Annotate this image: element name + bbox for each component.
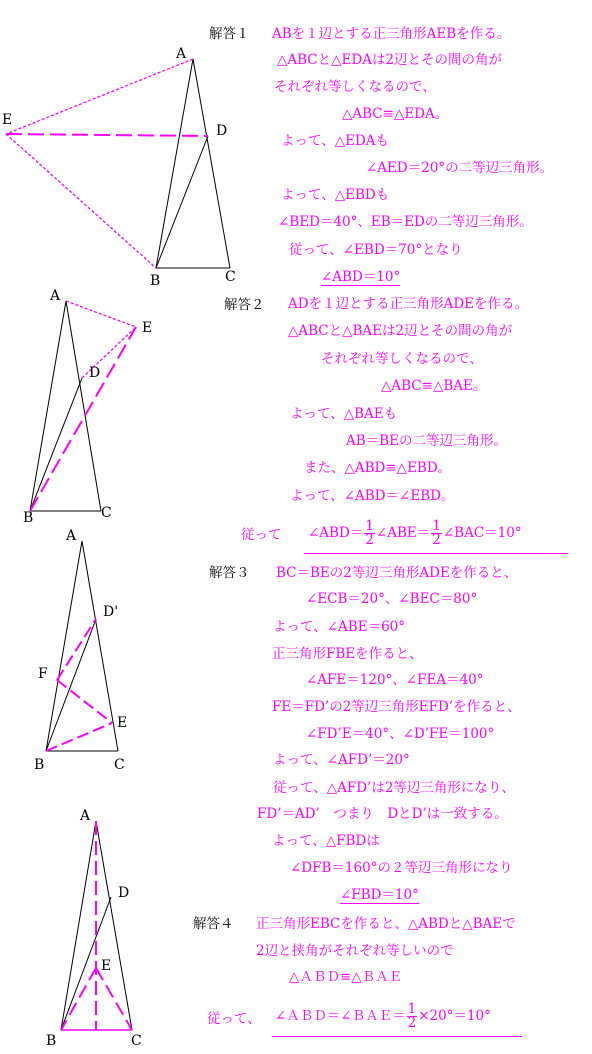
solution-4-heading: 解答４ bbox=[193, 916, 234, 932]
figure-4 bbox=[0, 800, 200, 1054]
segment-ab bbox=[61, 821, 96, 1030]
segment-ac bbox=[82, 541, 118, 751]
solution-4-conclusion bbox=[275, 997, 491, 1035]
conclusion-part: ∠ABD＝ bbox=[308, 525, 364, 541]
solution-1-line: △ABCと△EDAは2辺とその間の角が bbox=[277, 52, 503, 68]
label-e: E bbox=[142, 320, 153, 336]
solution-2-line: AB＝BEの二等辺三角形。 bbox=[346, 433, 507, 449]
segment-ab bbox=[156, 59, 193, 268]
label-b: B bbox=[46, 1033, 57, 1049]
solution-1-heading: 解答１ bbox=[209, 26, 250, 42]
solution-2-line: また、△ABD≡△EBD。 bbox=[304, 460, 452, 476]
solution-3-line: よって、∠AFD’＝20° bbox=[273, 752, 410, 768]
label-c: C bbox=[114, 757, 125, 773]
solution-1-line: ∠BED＝40°、EB＝EDの二等辺三角形。 bbox=[278, 214, 533, 230]
solution-3-line: FD’＝AD’ つまり DとD’は一致する。 bbox=[257, 806, 508, 822]
solution-2-line: それぞれ等しくなるので、 bbox=[321, 351, 483, 367]
solution-1-line: それぞれ等しくなるので、 bbox=[274, 79, 436, 95]
label-a: A bbox=[50, 288, 61, 304]
solution-3-line: よって、△FBDは bbox=[272, 833, 380, 849]
conclusion-part: ∠ABE＝ bbox=[375, 525, 431, 541]
solution-2-line: △ABC≡△BAE。 bbox=[381, 378, 487, 394]
conclusion-part: ∠BAC＝10° bbox=[442, 525, 522, 541]
solution-1-answer: ∠ABD＝10° bbox=[321, 269, 401, 285]
solution-3-line: BC＝BEの2等辺三角形ADEを作ると、 bbox=[276, 565, 518, 581]
fraction-denominator: 2 bbox=[407, 1014, 417, 1031]
fraction-numerator: 1 bbox=[365, 517, 374, 534]
figure-2 bbox=[0, 285, 200, 525]
fraction-numerator: 1 bbox=[432, 517, 441, 534]
label-c: C bbox=[101, 505, 112, 521]
solution-1-line: よって、△EDAも bbox=[281, 133, 390, 149]
label-b: B bbox=[34, 757, 45, 773]
segment-ae bbox=[6, 59, 193, 134]
solution-2-conclusion-prefix: 従って bbox=[241, 527, 282, 543]
fraction-half bbox=[431, 517, 442, 548]
solution-3-line: ∠ECB＝20°、∠BEC＝80° bbox=[306, 591, 478, 607]
solution-4-conclusion-underline bbox=[272, 1036, 522, 1037]
label-b: B bbox=[23, 510, 34, 526]
fraction-half bbox=[407, 1000, 418, 1031]
segment-bd bbox=[46, 619, 96, 751]
solution-3-line: 正三角形FBEを作ると、 bbox=[272, 646, 423, 662]
solution-1-line: ABを１辺とする正三角形AEBを作る。 bbox=[272, 26, 511, 42]
solution-2-line: よって、△BAEも bbox=[290, 406, 398, 422]
figure-3 bbox=[0, 525, 200, 785]
label-e: E bbox=[117, 715, 128, 731]
solution-1-line: △ABC≡△EDA。 bbox=[342, 106, 449, 122]
label-d: D bbox=[118, 885, 130, 901]
solution-3-line: よって、∠ABE＝60° bbox=[273, 619, 405, 635]
label-c: C bbox=[131, 1033, 142, 1049]
solution-4-conclusion-prefix: 従って、 bbox=[207, 1011, 261, 1027]
label-d: D bbox=[89, 365, 101, 381]
label-c: C bbox=[225, 269, 236, 285]
solution-3-line: ∠AFE＝120°、∠FEA＝40° bbox=[306, 672, 484, 688]
solution-3-line: ∠FD’E＝40°、∠D’FE＝100° bbox=[306, 726, 495, 742]
solution-4-line: △ＡＢＤ≡△ＢＡＥ bbox=[289, 969, 403, 985]
figure-1 bbox=[0, 0, 260, 290]
label-d-prime: D' bbox=[103, 604, 119, 620]
solution-2-conclusion bbox=[308, 514, 522, 552]
solution-3-answer: ∠FBD＝10° bbox=[340, 887, 419, 903]
fraction-numerator: 1 bbox=[407, 1000, 417, 1017]
conclusion-part: ×20°＝10° bbox=[418, 1008, 491, 1024]
label-a: A bbox=[80, 808, 91, 824]
segment-be bbox=[46, 723, 112, 751]
solution-2-heading: 解答２ bbox=[224, 297, 265, 313]
solution-4-line: 正三角形EBCを作ると、△ABDと△BAEで bbox=[256, 916, 516, 932]
segment-ae bbox=[66, 301, 136, 327]
label-e: E bbox=[2, 112, 13, 128]
segment-eb bbox=[6, 134, 156, 268]
segment-bd bbox=[30, 378, 82, 511]
solution-1-line: ∠AED＝20°の二等辺三角形。 bbox=[366, 160, 554, 176]
label-a: A bbox=[66, 528, 77, 544]
solution-2-line: △ABCと△BAEは2辺とその間の角が bbox=[288, 323, 513, 339]
label-d: D bbox=[216, 123, 228, 139]
conclusion-part: ∠ＡＢＤ＝∠ＢＡＥ＝ bbox=[275, 1008, 406, 1024]
segment-ab bbox=[46, 541, 82, 751]
solution-3-line: ∠DFB＝160°の２等辺三角形になり bbox=[290, 860, 513, 876]
segment-ac bbox=[193, 59, 230, 268]
fraction-denominator: 2 bbox=[432, 531, 441, 548]
solution-2-line: ADを１辺とする正三角形ADEを作る。 bbox=[288, 296, 529, 312]
segment-ed bbox=[6, 134, 208, 136]
solution-2-conclusion-underline bbox=[304, 553, 568, 554]
solution-1-line: よって、△EBDも bbox=[281, 187, 390, 203]
fraction-denominator: 2 bbox=[365, 531, 374, 548]
label-b: B bbox=[150, 273, 161, 289]
fraction-half bbox=[364, 517, 375, 548]
solution-3-line: 従って、△AFD’は2等辺三角形になり、 bbox=[273, 780, 515, 796]
solution-3-heading: 解答３ bbox=[209, 565, 250, 581]
solution-2-line: よって、∠ABD＝∠EBD。 bbox=[290, 488, 455, 504]
segment-ac bbox=[96, 821, 132, 1030]
solution-1-line: 従って、∠EBD＝70°となり bbox=[289, 242, 463, 258]
label-a: A bbox=[176, 46, 187, 62]
label-e: E bbox=[101, 958, 112, 974]
label-f: F bbox=[38, 666, 48, 682]
solution-3-line: FE＝FD’の2等辺三角形EFD’を作ると、 bbox=[272, 699, 521, 715]
segment-bd bbox=[156, 136, 208, 268]
solution-4-line: 2辺と挟角がそれぞれ等しいので bbox=[256, 943, 454, 959]
